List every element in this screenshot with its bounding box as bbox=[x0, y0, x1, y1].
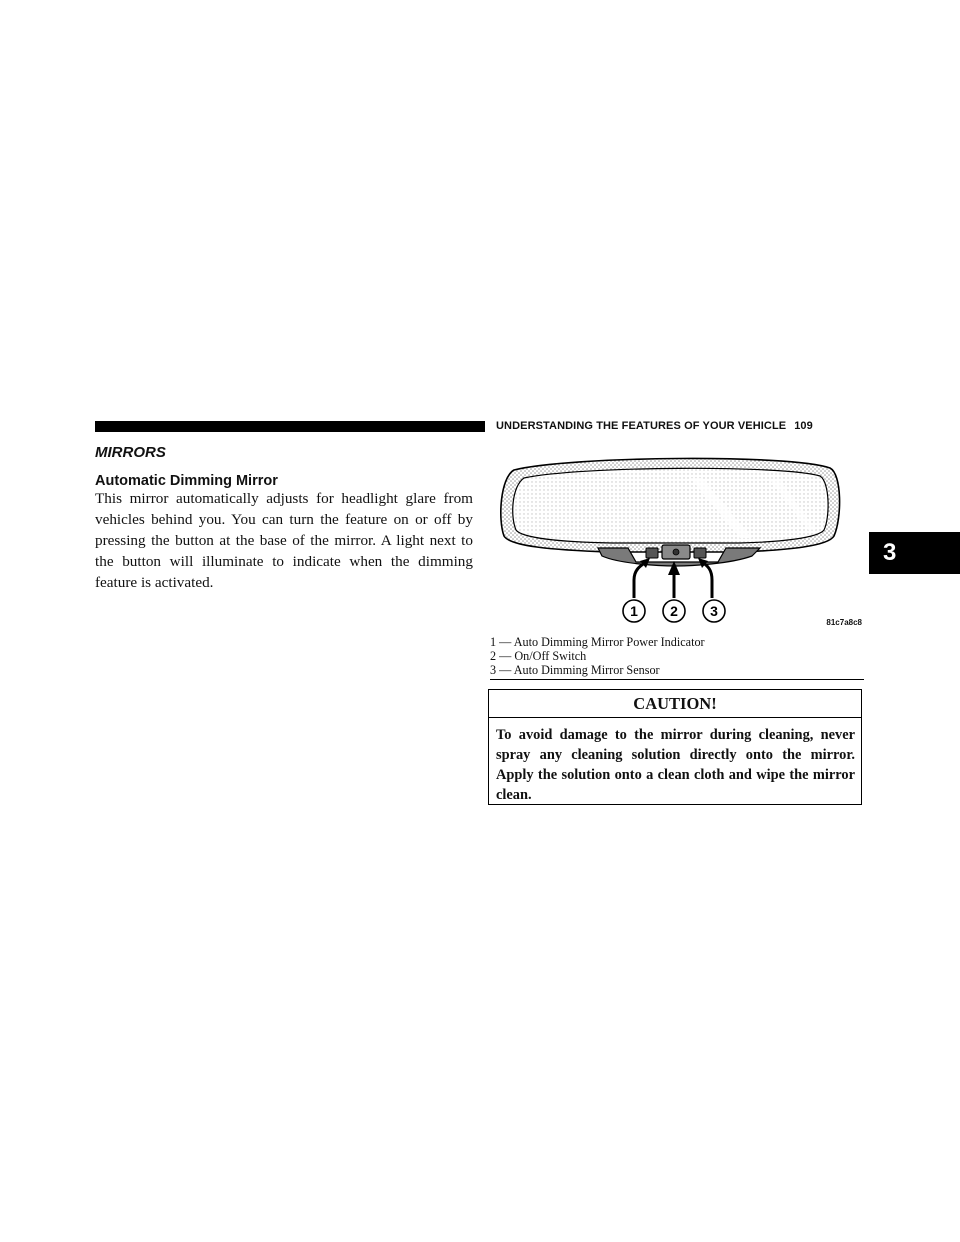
caption-item: 1 — Auto Dimming Mirror Power Indicator bbox=[490, 635, 705, 649]
caution-title: CAUTION! bbox=[489, 690, 861, 718]
power-indicator-light bbox=[646, 548, 658, 558]
callout-markers bbox=[623, 600, 725, 622]
dimming-sensor bbox=[694, 548, 706, 558]
running-header bbox=[496, 419, 866, 433]
caution-box bbox=[488, 689, 862, 805]
mirror-drawing bbox=[490, 448, 864, 633]
caption-item: 3 — Auto Dimming Mirror Sensor bbox=[490, 663, 660, 677]
mirror-illustration bbox=[490, 448, 864, 633]
section-title: MIRRORS bbox=[95, 444, 166, 461]
header-rule-bar bbox=[95, 421, 485, 432]
body-paragraph: This mirror automatically adjusts for headlight glare from vehicles behind you. You can turn the feature on or off by pressing the button at the base of the mirror. A light next to the button will illuminate to indicate when the dimming feature is activated. bbox=[95, 490, 473, 591]
callout-label-2: 2 bbox=[670, 603, 678, 619]
mirror-glass bbox=[513, 468, 828, 543]
caution-text: To avoid damage to the mirror during cleaning, never spray any cleaning solution directly onto the mirror. Apply the solution onto a clean cloth and wipe the mirror clean. bbox=[496, 727, 855, 803]
caption-item: 2 — On/Off Switch bbox=[490, 649, 587, 663]
chapter-tab: 3 bbox=[869, 532, 960, 574]
figure-code: 81c7a8c8 bbox=[826, 618, 862, 627]
callout-label-1: 1 bbox=[630, 603, 638, 619]
callout-label-3: 3 bbox=[710, 603, 718, 619]
figure-captions bbox=[490, 635, 864, 680]
subsection-title: Automatic Dimming Mirror bbox=[95, 473, 278, 489]
page-number: 109 bbox=[794, 420, 813, 432]
header-title: UNDERSTANDING THE FEATURES OF YOUR VEHICLE bbox=[496, 420, 787, 432]
